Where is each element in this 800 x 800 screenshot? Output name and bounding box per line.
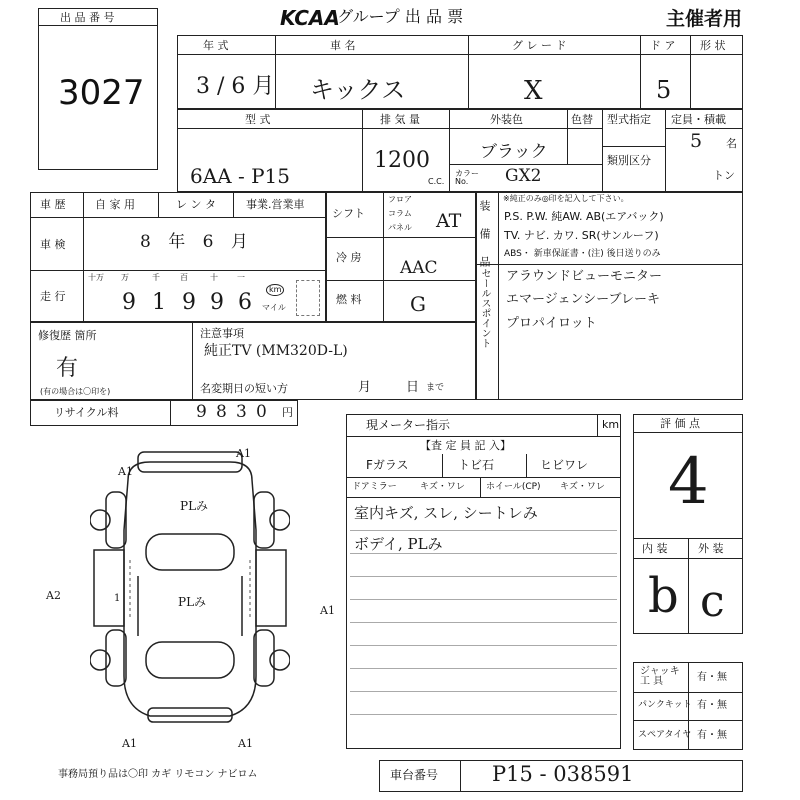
color-change-label: 色替 [571, 113, 593, 126]
shaken-value: 8 年 6 月 [140, 232, 254, 252]
damage-mark: A2 [46, 589, 61, 602]
digit-header: 十 [210, 273, 218, 282]
category-label: 類別区分 [607, 154, 651, 167]
spare-label: スペアタイヤ [638, 730, 692, 740]
damage-mark: A1 [320, 604, 335, 617]
equipment-note: ※純正のみ◎印を記入して下さい。 [503, 194, 629, 203]
history-business[interactable]: 事業.営業車 [246, 198, 305, 211]
mileage-label: 走 行 [40, 290, 66, 303]
displacement-label: 排 気 量 [380, 113, 420, 126]
office-note: 事務局預り品は〇印 カギ リモコン ナビロム [58, 769, 258, 780]
color-value: ブラック [480, 142, 548, 162]
grade-label: グ レ ー ド [512, 39, 567, 52]
history-rental[interactable]: レ ン タ [176, 198, 216, 211]
caution-label: 注意事項 [200, 327, 244, 340]
year-label: 年 式 [203, 39, 229, 52]
damage-mark: A1 [122, 737, 137, 750]
lot-number: 3027 [58, 73, 145, 113]
spare-option[interactable]: 有・無 [697, 730, 727, 741]
glass-label: Fガラス [366, 458, 409, 472]
puncture-label: パンクキット [638, 700, 692, 710]
recycle-label: リサイクル料 [54, 406, 119, 419]
exterior-label: 外 装 [698, 542, 724, 555]
displacement-unit: C.C. [428, 177, 445, 186]
damage-mark: A1 [238, 737, 253, 750]
chassis-label: 車台番号 [390, 768, 439, 782]
glass-chip[interactable]: トビ石 [458, 458, 495, 472]
repair-note: (有の場合は〇印を) [40, 387, 111, 396]
car-name-value: キックス [310, 76, 406, 104]
color-label: 外装色 [490, 113, 523, 126]
model-value: 6AA - P15 [190, 164, 290, 188]
mileage-digit: 9 [210, 290, 224, 315]
caution-value: 純正TV (MM320D-L) [204, 343, 348, 359]
recycle-digit: 3 [236, 402, 247, 422]
fuel-label: 燃 料 [336, 293, 362, 306]
history-private[interactable]: 自 家 用 [95, 198, 135, 211]
doors-value: 5 [656, 76, 672, 104]
mirror-options[interactable]: キズ・ワレ [420, 482, 465, 492]
recycle-unit: 円 [282, 406, 293, 419]
mileage-digit: 6 [238, 290, 252, 315]
mileage-digit: 9 [182, 290, 196, 315]
digit-header: 万 [121, 273, 129, 282]
deadline-day: 日 [406, 380, 420, 395]
glass-crack[interactable]: ヒビワレ [540, 458, 589, 472]
sales-point: エマージェンシーブレーキ [506, 292, 660, 307]
jack-label: ジャッキ 工 具 [640, 666, 680, 687]
deadline-suffix: まで [426, 383, 445, 393]
doors-label: ド ア [650, 39, 676, 52]
sales-point: プロパイロット [506, 316, 597, 331]
exterior-score: c [700, 576, 725, 627]
load-unit: トン [713, 169, 735, 182]
meter-label: 現メーター指示 [366, 418, 451, 432]
repair-label: 修復歴 箇所 [38, 329, 97, 342]
rating-score: 4 [668, 445, 709, 519]
shift-floor[interactable]: フロア [388, 195, 412, 204]
meter-unit: km [602, 418, 620, 431]
year-value: 3 / 6 月 [196, 74, 275, 99]
recycle-digit: 9 [196, 402, 207, 422]
puncture-option[interactable]: 有・無 [697, 700, 727, 711]
capacity-value: 5 [690, 130, 703, 152]
type-designation-label: 型式指定 [607, 113, 651, 126]
capacity-label: 定員・積載 [671, 113, 726, 126]
diagram-note: PLみ [180, 499, 209, 513]
interior-label: 内 装 [642, 542, 668, 555]
diagram-note: PLみ [178, 595, 207, 609]
deadline-label: 名変期日の短い方 [200, 382, 288, 395]
sales-point: アラウンドビューモニター [506, 269, 663, 284]
model-label: 型 式 [245, 113, 271, 126]
deadline-month: 月 [358, 380, 372, 395]
inspector-comment: 室内キズ, スレ, シートレみ [354, 504, 538, 522]
equipment-row3[interactable]: ABS・ 新車保証書・(注) 後日送りのみ [504, 249, 661, 259]
wheel-label: ホイール(CP) [486, 482, 541, 492]
shift-panel[interactable]: パネル [388, 223, 412, 232]
damage-mark: A1 [236, 447, 251, 460]
shaken-label: 車 検 [40, 238, 66, 251]
grade-value: X [524, 76, 543, 106]
damage-mark: A1 [118, 465, 133, 478]
car-diagram [90, 440, 290, 745]
inspector-comment: ボデイ, PLみ [354, 535, 443, 553]
digit-header: 千 [152, 273, 160, 282]
equipment-row2[interactable]: TV. ナビ. カワ. SR(サンルーフ) [504, 229, 659, 242]
equipment-label: 装 備 品 [478, 200, 491, 269]
digit-header: 十万 [88, 273, 104, 282]
damage-mark: 1 [114, 593, 121, 604]
recycle-digit: 0 [256, 402, 267, 422]
chassis-number: P15 - 038591 [492, 762, 634, 786]
shape-label: 形 状 [700, 39, 726, 52]
digit-header: 百 [180, 273, 188, 282]
shift-label: シフト [332, 207, 365, 220]
ac-value: AAC [400, 258, 438, 278]
car-name-label: 車 名 [330, 39, 356, 52]
digit-header: 一 [237, 273, 245, 282]
mileage-digit: 1 [152, 290, 166, 315]
displacement-value: 1200 [374, 148, 430, 173]
jack-option[interactable]: 有・無 [697, 672, 727, 683]
recycle-digit: 8 [216, 402, 227, 422]
shift-column[interactable]: コラム [388, 209, 412, 218]
form-title: .グループ 出 品 票 [332, 7, 464, 26]
mirror-label: ドアミラー [352, 482, 397, 492]
unit-km: km [266, 284, 284, 296]
lot-label: 出 品 番 号 [60, 11, 115, 24]
color-no-label: カラー No. [455, 169, 479, 186]
ac-label: 冷 房 [336, 251, 362, 264]
rating-label: 評 価 点 [660, 417, 700, 430]
history-label: 車 歴 [40, 198, 66, 211]
fuel-value: G [410, 292, 426, 316]
sales-points-label: セールスポイント [479, 268, 490, 348]
unit-mile: マイル [262, 303, 286, 312]
inspector-section-title: 【査 定 員 記 入】 [420, 439, 511, 452]
mileage-digit: 9 [122, 290, 136, 315]
shift-value: AT [436, 210, 462, 232]
wheel-options[interactable]: キズ・ワレ [560, 482, 605, 492]
organizer-label: 主催者用 [666, 8, 743, 30]
repair-value: 有 [56, 356, 79, 381]
color-no-value: GX2 [505, 166, 542, 186]
interior-score: b [648, 568, 679, 624]
equipment-row1[interactable]: P.S. P.W. 純AW. AB(エアバック) [504, 210, 664, 223]
capacity-unit: 名 [726, 137, 737, 150]
brand-logo: KCAA [280, 6, 340, 30]
